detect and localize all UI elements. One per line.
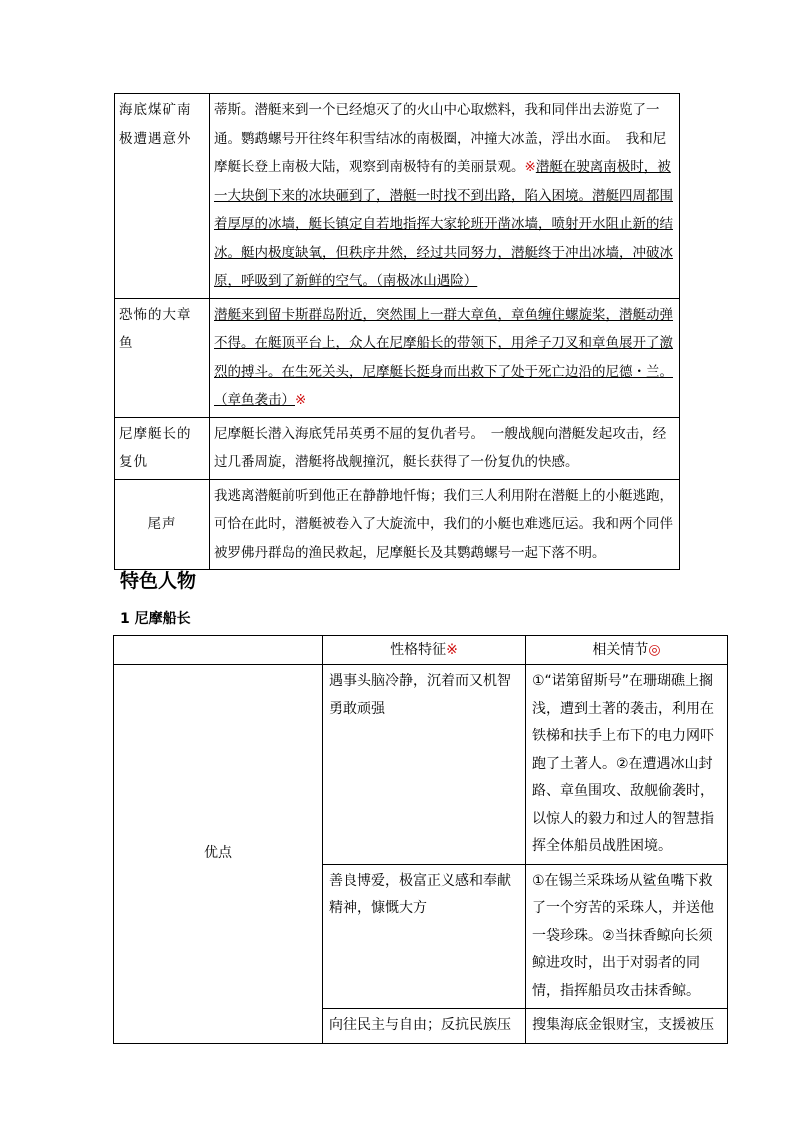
key-mark-icon: ※	[524, 159, 536, 175]
plot-cell: ①“诺第留斯号”在珊瑚礁上搁浅，遭到土著的袭击，利用在铁梯和扶手上布下的电力网吓跑了土著人。②在遭遇冰山封路、章鱼围攻、敌舰偷袭时，以惊人的毅力和过人的智慧指挥全体船员战胜困境。	[526, 665, 728, 865]
plot-text: 尼摩艇长潜入海底凭吊英勇不屈的复仇者号。 一艘战舰向潜艇发起攻击，经过几番周旋，潜艇将战舰撞沉，艇长获得了一份复仇的快感。	[214, 425, 667, 470]
header-trait: 性格特征※	[323, 636, 526, 665]
character-table	[113, 635, 728, 1044]
table-row	[115, 94, 680, 299]
plot-description	[210, 298, 680, 417]
trait-cell: 善良博爱，极富正义感和奉献精神，慷慨大方	[323, 864, 526, 1009]
plot-text: 蒂斯。潜艇来到一个已经熄灭了的火山中心取燃料，我和同伴出去游览了一通。鹦鹉螺号开往终年积雪结冰的南极圈，冲撞大冰盖，浮出水面。 我和尼摩艇长登上南极大陆，观察到南极特有的美丽景观。	[214, 102, 667, 175]
trait-cell: 遇事头脑冷静，沉着而又机智勇敢顽强	[323, 665, 526, 865]
plot-cell: ①在锡兰采珠场从鲨鱼嘴下救了一个穷苦的采珠人，并送他一袋珍珠。②当抹香鲸向长须鲸进攻时，出于对弱者的同情，指挥船员攻击抹香鲸。	[526, 864, 728, 1009]
table-header-row	[114, 636, 728, 665]
plot-summary-table	[114, 93, 680, 570]
plot-title: 恐怖的大章鱼	[115, 298, 210, 417]
header-blank	[114, 636, 323, 665]
table-row	[115, 417, 680, 479]
plot-description	[210, 94, 680, 299]
plot-text-underlined: 潜艇在驶离南极时，被一大块倒下来的冰块砸到了，潜艇一时找不到出路，陷入困境。潜艇四周都围着厚厚的冰墙，艇长镇定自若地指挥大家轮班开凿冰墙，喷射开水阻止新的结冰。艇内极度缺氧，但秩序井然，经过共同努力，潜艇终于冲出冰墙，冲破冰原，呼吸到了新鲜的空气。（南极冰山遇险）	[214, 159, 673, 289]
trait-cell: 向往民主与自由；反抗民族压	[323, 1009, 526, 1044]
header-plot: 相关情节◎	[526, 636, 728, 665]
key-mark-icon: ※	[295, 392, 307, 408]
circle-mark-icon: ◎	[648, 642, 661, 658]
section-heading: 特色人物	[120, 570, 197, 592]
table-row	[114, 665, 728, 865]
plot-title: 尼摩艇长的复仇	[115, 417, 210, 479]
plot-description	[210, 417, 680, 479]
plot-description	[210, 479, 680, 570]
plot-cell: 搜集海底金银财宝，支援被压	[526, 1009, 728, 1044]
group-label: 优点	[114, 665, 323, 1044]
plot-title: 尾声	[115, 479, 210, 570]
table-row	[115, 298, 680, 417]
key-mark-icon: ※	[446, 642, 458, 658]
plot-text-underlined: 潜艇来到留卡斯群岛附近，突然围上一群大章鱼，章鱼缠住螺旋桨，潜艇动弹不得。在艇顶平台上，众人在尼摩船长的带领下，用斧子刀叉和章鱼展开了激烈的搏斗。在生死关头，尼摩艇长挺身而出救下了处于死亡边沿的尼德・兰。（章鱼袭击）	[214, 306, 673, 408]
table-row	[115, 479, 680, 570]
subheading: 1 尼摩船长	[120, 611, 191, 627]
plot-title: 海底煤矿南极遭遇意外	[115, 94, 210, 299]
plot-text: 我逃离潜艇前听到他正在静静地忏悔；我们三人利用附在潜艇上的小艇逃跑，可恰在此时，潜艇被卷入了大旋流中，我们的小艇也难逃厄运。我和两个同伴被罗佛丹群岛的渔民救起，尼摩艇长及其鹦鹉螺号一起下落不明。	[214, 487, 673, 561]
